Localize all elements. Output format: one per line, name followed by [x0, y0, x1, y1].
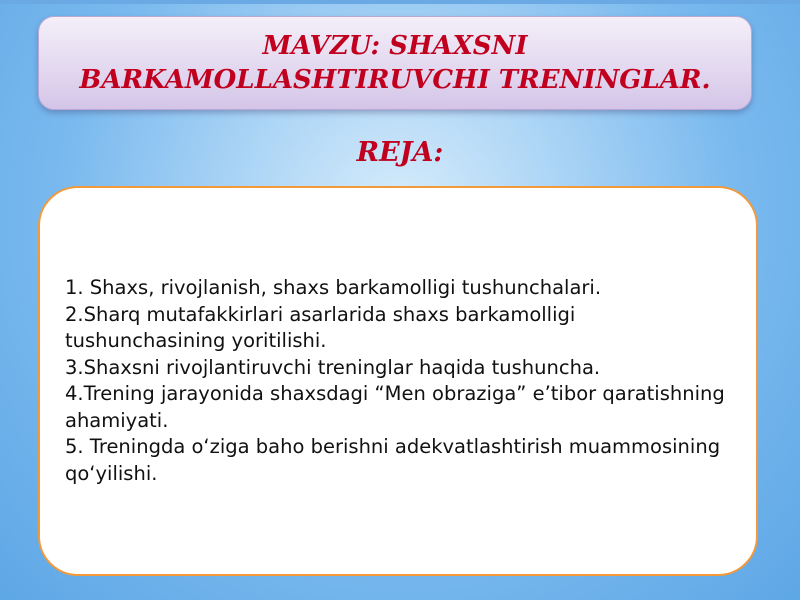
plan-item: 3.Shaxsni rivojlantiruvchi treninglar haqida tushuncha.: [65, 355, 601, 379]
slide-title: MAVZU: SHAXSNI BARKAMOLLASHTIRUVCHI TRENINGLAR.: [79, 31, 711, 95]
slide-top-border: [0, 0, 800, 4]
plan-content-box: [38, 186, 758, 576]
plan-item: 2.Sharq mutafakkirlari asarlarida shaxs barkamolligi tushunchasining yoritilishi.: [65, 302, 576, 352]
plan-item: 5. Treningda o‘ziga baho berishni adekvatlashtirish muammosining qo‘yilishi.: [65, 435, 721, 485]
plan-item: 4.Trening jarayonida shaxsdagi “Men obraziga” e’tibor qaratishning ahamiyati.: [65, 382, 725, 432]
plan-item: 1. Shaxs, rivojlanish, shaxs barkamolligi tushunchalari.: [65, 276, 602, 299]
plan-list: [65, 275, 732, 487]
title-box: [38, 16, 752, 110]
slide-subtitle: REJA:: [356, 137, 444, 168]
